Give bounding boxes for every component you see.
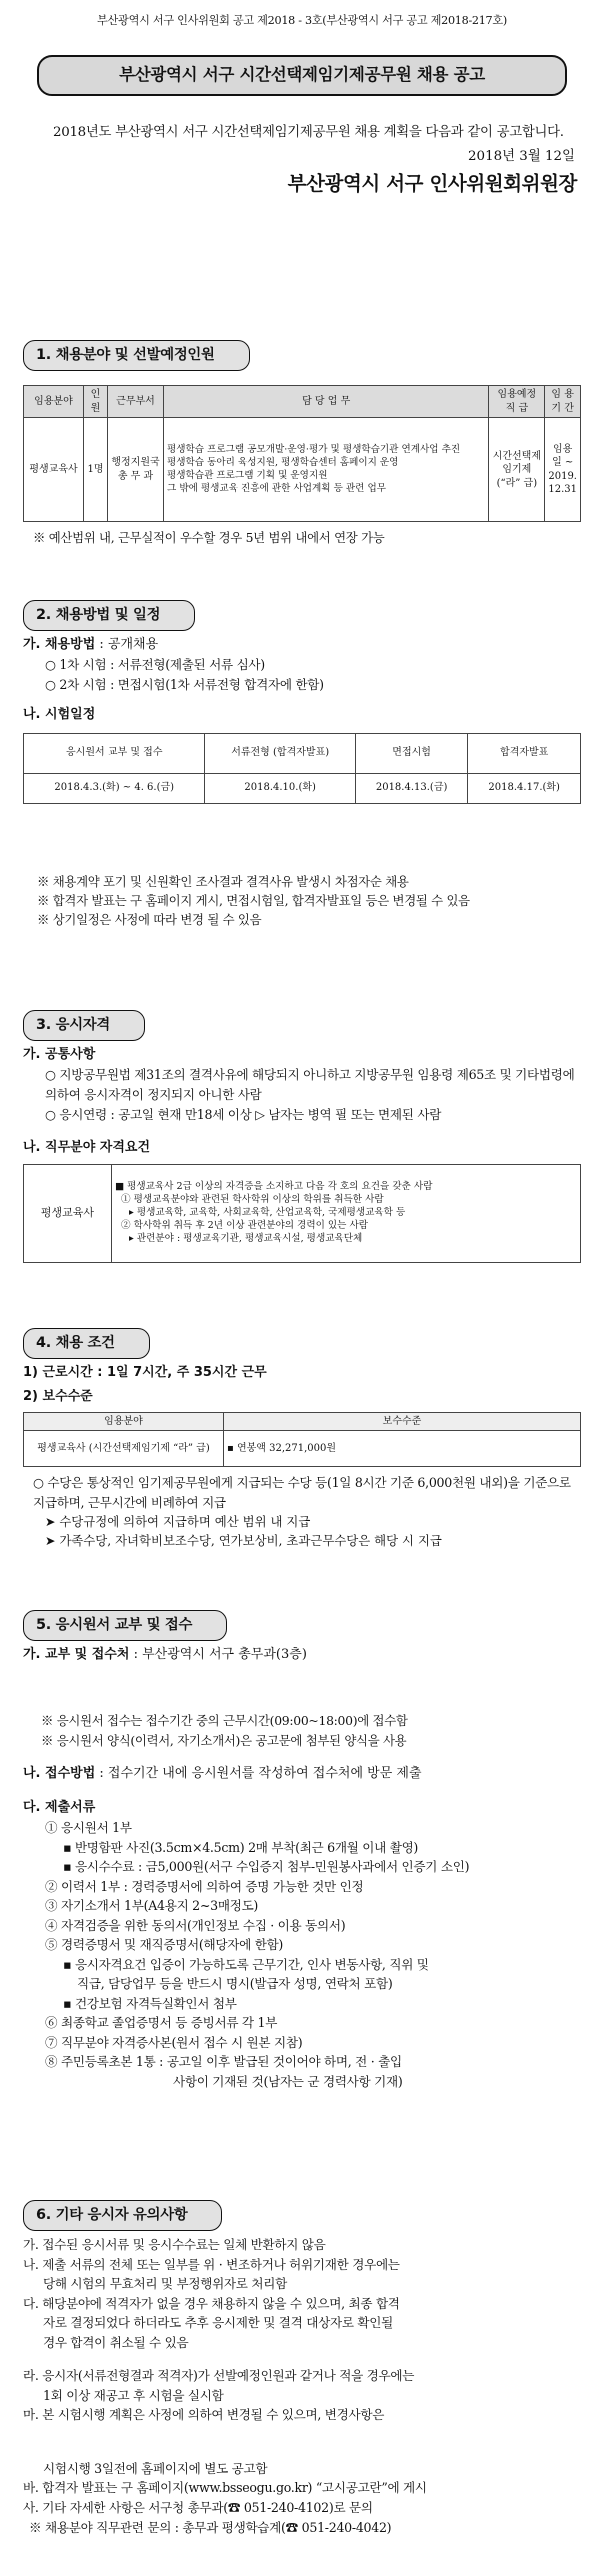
application-method: 나. 접수방법 : 접수기간 내에 응시원서를 작성하여 접수처에 방문 제출 bbox=[23, 1765, 422, 1781]
allowance-note: ➤ 수당규정에 의하여 지급하며 예산 범위 내 지급 bbox=[45, 1514, 311, 1530]
notice-item: 가. 접수된 응시서류 및 응시수수료는 일체 반환하지 않음 bbox=[23, 2237, 326, 2253]
cell-grade: 시간선택제임기제 (“라” 급) bbox=[489, 418, 545, 522]
section-3 bbox=[23, 1010, 581, 1263]
recruitment-table bbox=[23, 385, 581, 522]
document-item: ⑥ 최종학교 졸업증명서 등 증빙서류 각 1부 bbox=[45, 2015, 278, 2031]
issuing-organization: 부산광역시 서구 인사위원회위원장 bbox=[287, 172, 577, 196]
notice-item: ※ 채용분야 직무관련 문의 : 총무과 평생학습계(☎ 051-240-4042) bbox=[29, 2519, 392, 2535]
req-line: ② 학사학위 취득 후 2년 이상 관련분야의 경력이 있는 사람 bbox=[121, 1220, 369, 1232]
schedule-header: 응시원서 교부 및 접수 bbox=[24, 733, 205, 773]
section-6-title: 6. 기타 응시자 유의사항 bbox=[23, 2200, 222, 2231]
application-note: ※ 응시원서 접수는 접수기간 중의 근무시간(09:00~18:00)에 접수함 bbox=[41, 1713, 408, 1729]
req-line: ■ 평생교육사 2급 이상의 자격증을 소지하고 다음 각 호의 요건을 갖춘 사람 bbox=[115, 1181, 433, 1193]
schedule-note: ※ 채용계약 포기 및 신원확인 조사결과 결격사유 발생시 차점자순 채용 bbox=[37, 873, 409, 889]
requirements-table bbox=[23, 1164, 581, 1263]
document-item: ▪ 응시자격요건 입증이 가능하도록 근무기간, 인사 변동사항, 직위 및 bbox=[63, 1956, 429, 1972]
schedule-header: 서류전형 (합격자발표) bbox=[205, 733, 355, 773]
cell-period: 임용일 ~ 2019. 12.31 bbox=[545, 418, 581, 522]
notice-item: 마. 본 시험시행 계획은 사정에 의하여 변경될 수 있으며, 변경사항은 bbox=[23, 2407, 385, 2423]
col-field: 임용분야 bbox=[24, 386, 84, 418]
req-line: ① 평생교육분야와 관련된 학사학위 이상의 학위를 취득한 사람 bbox=[121, 1194, 384, 1206]
col-duties: 담 당 업 무 bbox=[164, 386, 489, 418]
pay-field: 평생교육사 (시간선택제임기제 “라” 급) bbox=[24, 1431, 224, 1467]
document-item: ▪ 응시수수료 : 금5,000원(서구 수입증지 첨부-민원봉사과에서 인증기 소인) bbox=[63, 1859, 470, 1875]
col-count: 인원 bbox=[84, 386, 108, 418]
section-2 bbox=[23, 600, 581, 929]
pay-header: 보수수준 bbox=[224, 1412, 581, 1431]
req-field: 평생교육사 bbox=[24, 1165, 112, 1263]
working-hours: 1) 근로시간 : 1일 7시간, 주 35시간 근무 bbox=[23, 1365, 267, 1381]
cell-count: 1명 bbox=[84, 418, 108, 522]
notice-item: 경우 합격이 취소될 수 있음 bbox=[43, 2334, 189, 2350]
document-item: ⑦ 직무분야 자격증사본(원서 접수 시 원본 지참) bbox=[45, 2034, 303, 2050]
duty-item: 평생학습관 프로그램 기획 및 운영지원 bbox=[167, 469, 328, 481]
duty-item: 평생학습 프로그램 공모개발·운영·평가 및 평생학습기관 연계사업 추진 bbox=[167, 443, 461, 455]
document-item: ▪ 건강보험 자격득실확인서 첨부 bbox=[63, 1995, 237, 2011]
schedule-value: 2018.4.3.(화) ~ 4. 6.(금) bbox=[24, 773, 205, 803]
schedule-note: ※ 상기일정은 사정에 따라 변경 될 수 있음 bbox=[37, 912, 262, 928]
notice-item: 다. 해당분야에 적격자가 없을 경우 채용하지 않을 수 있으며, 최종 합격 bbox=[23, 2295, 400, 2311]
hiring-step: ○ 2차 시험 : 면접시험(1차 서류전형 합격자에 한함) bbox=[45, 676, 324, 692]
section-4-title: 4. 채용 조건 bbox=[23, 1328, 150, 1359]
section-4 bbox=[23, 1328, 581, 1551]
cell-duties bbox=[164, 418, 489, 522]
application-note: ※ 응시원서 양식(이력서, 자기소개서)은 공고문에 첨부된 양식을 사용 bbox=[41, 1732, 407, 1748]
document-item: 직급, 담당업무 등을 반드시 명시(발급자 성명, 연락처 포함) bbox=[77, 1976, 393, 1992]
schedule-header: 면접시험 bbox=[355, 733, 468, 773]
hiring-step: ○ 1차 시험 : 서류전형(제출된 서류 심사) bbox=[45, 657, 265, 673]
schedule-header: 합격자발표 bbox=[468, 733, 581, 773]
pay-amount: ▪ 연봉액 32,271,000원 bbox=[224, 1431, 581, 1467]
section-2-title: 2. 채용방법 및 일정 bbox=[23, 600, 195, 631]
section-1-note: ※ 예산범위 내, 근무실적이 우수할 경우 5년 범위 내에서 연장 가능 bbox=[33, 530, 385, 546]
required-documents-heading: 다. 제출서류 bbox=[23, 1800, 96, 1816]
common-requirements-heading: 가. 공통사항 bbox=[23, 1047, 96, 1063]
notice-date: 2018년 3월 12일 bbox=[468, 148, 575, 164]
notice-item: 시험시행 3일전에 홈페이지에 별도 공고함 bbox=[43, 2460, 268, 2476]
section-3-title: 3. 응시자격 bbox=[23, 1010, 145, 1041]
section-1 bbox=[23, 340, 581, 548]
cell-field: 평생교육사 bbox=[24, 418, 84, 522]
common-requirement: ○ 지방공무원법 제31조의 결격사유에 해당되지 아니하고 지방공무원 임용령 제65조 및 기타법령에 의하여 응시자격이 정지되지 아니한 사람 bbox=[45, 1067, 575, 1102]
section-5 bbox=[23, 1610, 581, 2091]
schedule-note: ※ 합격자 발표는 구 홈페이지 게시, 면접시험일, 합격자발표일 등은 변경될 수 있음 bbox=[37, 892, 470, 908]
schedule-table bbox=[23, 733, 581, 804]
hiring-method: 가. 채용방법 : 공개채용 bbox=[23, 637, 159, 653]
schedule-value: 2018.4.10.(화) bbox=[205, 773, 355, 803]
section-6 bbox=[23, 2200, 581, 2537]
notice-item: 당해 시험의 무효처리 및 부정행위자로 처리함 bbox=[43, 2276, 287, 2292]
document-item: ▪ 반명함판 사진(3.5cm×4.5cm) 2매 부착(최근 6개월 이내 촬영) bbox=[63, 1839, 419, 1855]
req-details bbox=[112, 1165, 581, 1263]
duty-item: 평생학습 동아리 육성지원, 평생학습센터 홈페이지 운영 bbox=[167, 456, 399, 468]
notice-title: 부산광역시 서구 시간선택제임기제공무원 채용 공고 bbox=[37, 55, 567, 96]
allowance-note: ➤ 가족수당, 자녀학비보조수당, 연가보상비, 초과근무수당은 해당 시 지급 bbox=[45, 1533, 442, 1549]
document-item: ③ 자기소개서 1부(A4용지 2~3매정도) bbox=[45, 1898, 259, 1914]
duty-item: 그 밖에 평생교육 진흥에 관한 사업계획 등 관련 업무 bbox=[167, 482, 387, 494]
document-item: ⑧ 주민등록초본 1통 : 공고일 이후 발급된 것이어야 하며, 전 · 출입 bbox=[45, 2054, 402, 2070]
pay-heading: 2) 보수수준 bbox=[23, 1389, 93, 1405]
document-item: 사항이 기재된 것(남자는 군 경력사항 기재) bbox=[173, 2073, 403, 2089]
document-item: ⑤ 경력증명서 및 재직증명서(해당자에 한함) bbox=[45, 1937, 284, 1953]
section-1-title: 1. 채용분야 및 선발예정인원 bbox=[23, 340, 250, 371]
notice-item: 사. 기타 자세한 사항은 서구청 총무과(☎ 051-240-4102)로 문의 bbox=[23, 2500, 373, 2515]
common-requirement: ○ 응시연령 : 공고일 현재 만18세 이상 ▷ 남자는 병역 필 또는 면제된 사람 bbox=[45, 1106, 442, 1122]
schedule-heading: 나. 시험일정 bbox=[23, 706, 96, 722]
schedule-value: 2018.4.17.(화) bbox=[468, 773, 581, 803]
schedule-value: 2018.4.13.(금) bbox=[355, 773, 468, 803]
notice-item: 1회 이상 재공고 후 시험을 실시함 bbox=[43, 2387, 224, 2403]
cell-dept: 행정지원국 총 무 과 bbox=[108, 418, 164, 522]
notice-item: 나. 제출 서류의 전체 또는 일부를 위 · 변조하거나 허위기재한 경우에는 bbox=[23, 2256, 400, 2272]
document-item: ② 이력서 1부 : 경력증명서에 의하여 증명 가능한 것만 인정 bbox=[45, 1878, 364, 1894]
application-place: 가. 교부 및 접수처 : 부산광역시 서구 총무과(3층) bbox=[23, 1647, 307, 1663]
col-grade: 임용예정 직 급 bbox=[489, 386, 545, 418]
document-item: ④ 자격검증을 위한 동의서(개인정보 수집 · 이용 동의서) bbox=[45, 1917, 346, 1933]
job-requirements-heading: 나. 직무분야 자격요건 bbox=[23, 1140, 151, 1156]
notice-number: 부산광역시 서구 인사위원회 공고 제2018 - 3호(부산광역시 서구 공고 제2018-217호) bbox=[97, 14, 507, 27]
intro-text: 2018년도 부산광역시 서구 시간선택제임기제공무원 채용 계획을 다음과 같이 공고합니다. bbox=[53, 124, 564, 140]
allowance-note: ○ 수당은 통상적인 임기제공무원에게 지급되는 수당 등(1일 8시간 기준 6,000천원 내외)을 기준으로 지급하며, 근무시간에 비례하여 지급 bbox=[33, 1475, 571, 1510]
col-dept: 근무부서 bbox=[108, 386, 164, 418]
notice-item: 라. 응시자(서류전형결과 적격자)가 선발예정인원과 같거나 적을 경우에는 bbox=[23, 2368, 415, 2384]
pay-table bbox=[23, 1412, 581, 1468]
col-period: 임 용 기 간 bbox=[545, 386, 581, 418]
notice-item: 바. 합격자 발표는 구 홈페이지(www.bsseogu.go.kr) “고시공고란”에 게시 bbox=[23, 2480, 427, 2496]
req-line: ▸ 평생교육학, 교육학, 사회교육학, 산업교육학, 국제평생교육학 등 bbox=[129, 1207, 406, 1219]
section-5-title: 5. 응시원서 교부 및 접수 bbox=[23, 1610, 227, 1641]
req-line: ▸ 관련분야 : 평생교육기관, 평생교육시설, 평생교육단체 bbox=[129, 1233, 363, 1245]
notice-item: 자로 결정되었다 하더라도 추후 응시제한 및 결격 대상자로 확인될 bbox=[43, 2315, 393, 2331]
pay-header: 임용분야 bbox=[24, 1412, 224, 1431]
document-item: ① 응시원서 1부 bbox=[45, 1820, 132, 1836]
